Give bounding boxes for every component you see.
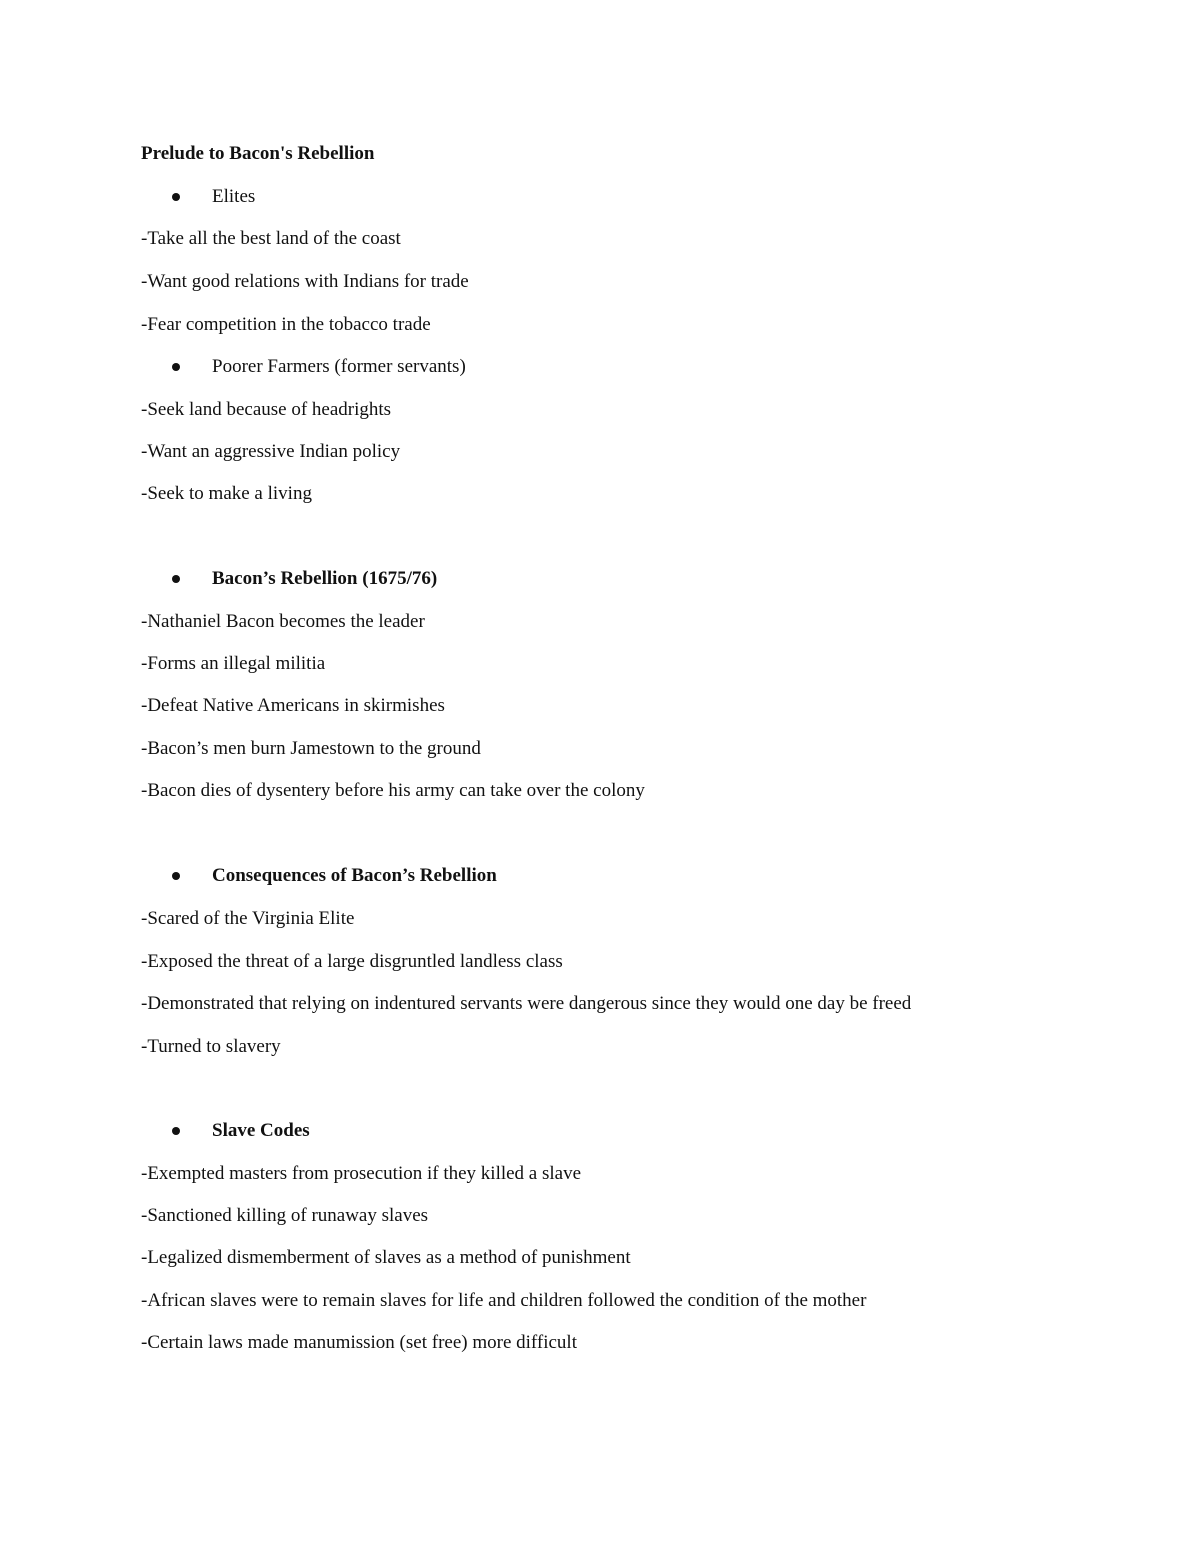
section-heading-slave-codes [172,1119,310,1143]
list-item: -Sanctioned killing of runaway slaves [141,1205,429,1226]
list-item: -Bacon’s men burn Jamestown to the ground [141,738,481,759]
list-item: -Seek land because of headrights [141,399,392,420]
list-item: -Nathaniel Bacon becomes the leader [141,611,425,632]
list-item: -Legalized dismemberment of slaves as a method of punishment [141,1247,631,1268]
list-item: -Bacon dies of dysentery before his army can take over the colony [141,780,645,801]
list-item: -Turned to slavery [141,1036,281,1057]
section-heading-text: Poorer Farmers (former servants) [212,356,466,377]
list-item: -Scared of the Virginia Elite [141,908,355,929]
bullet-icon [172,575,180,583]
section-heading-text: Bacon’s Rebellion (1675/76) [212,568,438,589]
section-heading-text: Slave Codes [212,1120,310,1141]
list-item: -Fear competition in the tobacco trade [141,314,431,335]
section-heading-consequences [172,864,497,888]
list-item: -Demonstrated that relying on indentured servants were dangerous since they would one day be freed [141,993,912,1014]
list-item: -Want an aggressive Indian policy [141,441,401,462]
section-heading-text: Elites [212,186,256,207]
list-item: -Defeat Native Americans in skirmishes [141,695,445,716]
list-item: -Exposed the threat of a large disgruntled landless class [141,951,563,972]
list-item: -African slaves were to remain slaves for life and children followed the condition of the mother [141,1290,867,1311]
section-heading-bacons-rebellion [172,567,437,591]
section-heading-poorer-farmers [172,355,466,379]
bullet-icon [172,193,180,201]
list-item: -Want good relations with Indians for trade [141,271,469,292]
bullet-icon [172,1127,180,1135]
list-item: -Certain laws made manumission (set free) more difficult [141,1332,577,1353]
list-item: -Take all the best land of the coast [141,228,401,249]
document-title: Prelude to Bacon's Rebellion [141,143,375,164]
bullet-icon [172,872,180,880]
list-item: -Exempted masters from prosecution if they killed a slave [141,1163,582,1184]
section-heading-elites [172,185,255,209]
bullet-icon [172,363,180,371]
section-heading-text: Consequences of Bacon’s Rebellion [212,865,497,886]
list-item: -Seek to make a living [141,483,312,504]
list-item: -Forms an illegal militia [141,653,326,674]
